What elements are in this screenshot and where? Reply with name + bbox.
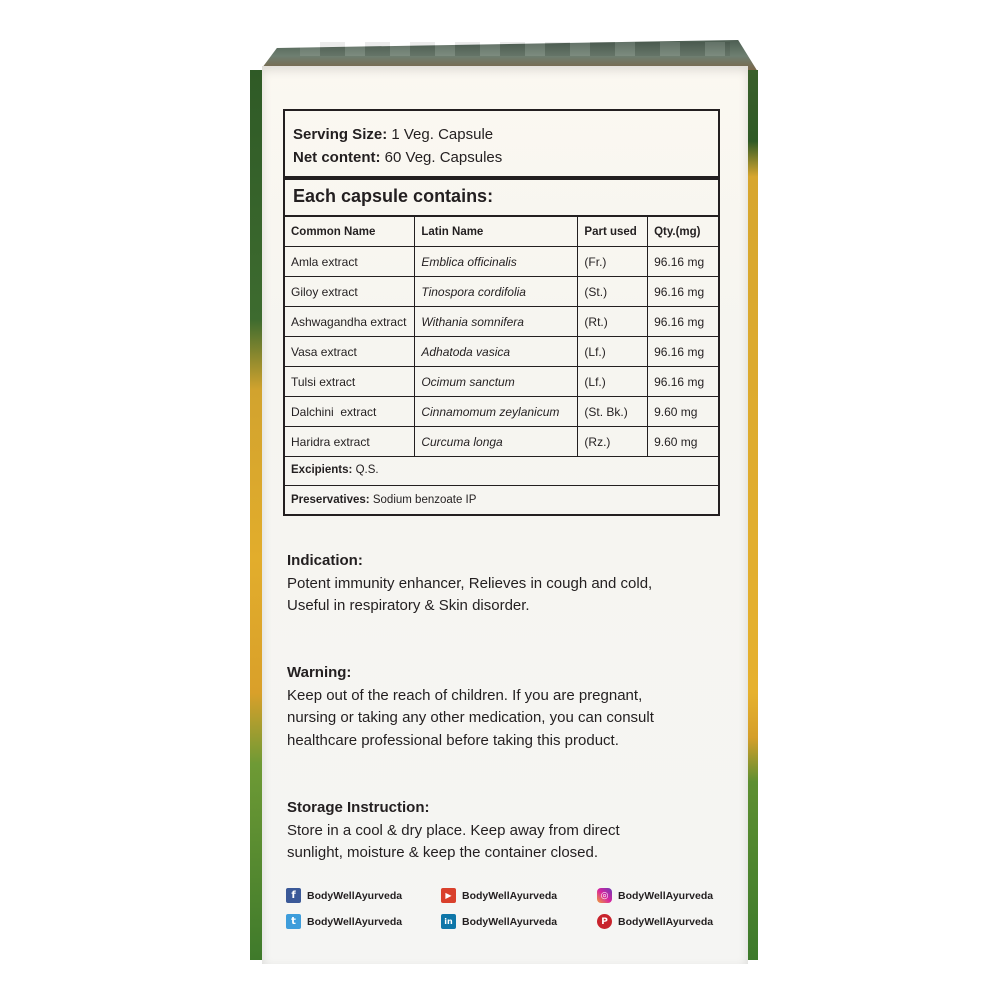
common-name-cell: Vasa extract (284, 337, 415, 367)
quantity-cell: 9.60 mg (648, 427, 719, 457)
social-pinterest (597, 914, 713, 929)
part-used-cell: (Rz.) (578, 427, 648, 457)
social-handle: BodyWellAyurveda (462, 889, 558, 902)
warning-line: Keep out of the reach of children. If you are pregnant, (287, 686, 643, 704)
common-name-cell: Ashwagandha extract (284, 307, 415, 337)
part-used-cell: (St. Bk.) (578, 397, 648, 427)
quantity-cell: 96.16 mg (648, 307, 719, 337)
net-content-line (293, 146, 710, 169)
common-name-cell: Giloy extract (284, 277, 415, 307)
common-name-cell: Amla extract (284, 247, 415, 277)
storage-section (287, 797, 727, 865)
excipients-row (283, 456, 720, 486)
column-header: Common Name (284, 217, 415, 247)
social-instagram (597, 888, 713, 903)
instagram-icon: ◎ (597, 888, 612, 903)
indication-section (287, 550, 727, 618)
social-youtube (441, 888, 557, 903)
latin-name-cell: Emblica officinalis (415, 247, 578, 277)
social-handle: BodyWellAyurveda (618, 915, 714, 928)
common-name-cell: Tulsi extract (284, 367, 415, 397)
social-handle: BodyWellAyurveda (307, 915, 403, 928)
indication-heading: Indication: (287, 552, 363, 569)
table-row (284, 247, 719, 277)
indication-line: Potent immunity enhancer, Relieves in cough and cold, (287, 574, 653, 592)
latin-name-cell: Tinospora cordifolia (415, 277, 578, 307)
social-facebook (286, 888, 402, 903)
social-handle: BodyWellAyurveda (618, 889, 714, 902)
youtube-icon: ▶ (441, 888, 456, 903)
column-header: Latin Name (415, 217, 578, 247)
quantity-cell: 96.16 mg (648, 247, 719, 277)
table-row (284, 367, 719, 397)
net-content-value: 60 Veg. Capsules (384, 149, 503, 166)
ingredients-table (283, 216, 720, 457)
latin-name-cell: Curcuma longa (415, 427, 578, 457)
column-header: Part used (578, 217, 648, 247)
warning-section (287, 662, 727, 752)
latin-name-cell: Withania somnifera (415, 307, 578, 337)
quantity-cell: 96.16 mg (648, 337, 719, 367)
table-header-row (284, 217, 719, 247)
latin-name-cell: Cinnamomum zeylanicum (415, 397, 578, 427)
storage-heading: Storage Instruction: (287, 799, 430, 816)
warning-line: nursing or taking any other medication, you can consult (287, 709, 654, 726)
part-used-cell: (Lf.) (578, 337, 648, 367)
serving-size-line (293, 123, 710, 146)
social-handle: BodyWellAyurveda (462, 915, 558, 928)
quantity-cell: 9.60 mg (648, 397, 719, 427)
table-row (284, 397, 719, 427)
quantity-cell: 96.16 mg (648, 277, 719, 307)
table-row (284, 307, 719, 337)
linkedin-icon: in (441, 914, 456, 929)
box-top-pattern (300, 42, 730, 56)
storage-line: Store in a cool & dry place. Keep away from direct (287, 821, 620, 839)
part-used-cell: (St.) (578, 277, 648, 307)
common-name-cell: Haridra extract (284, 427, 415, 457)
warning-heading: Warning: (287, 664, 352, 681)
column-header: Qty.(mg) (648, 217, 719, 247)
twitter-icon: t (286, 914, 301, 929)
social-twitter (286, 914, 402, 929)
table-row (284, 427, 719, 457)
excipients-label: Excipients: (291, 464, 353, 476)
preservatives-label: Preservatives: (291, 494, 370, 506)
preservatives-value: Sodium benzoate IP (372, 494, 477, 506)
table-row (284, 277, 719, 307)
quantity-cell: 96.16 mg (648, 367, 719, 397)
table-row (284, 337, 719, 367)
preservatives-row (283, 486, 720, 516)
facebook-icon: f (286, 888, 301, 903)
indication-line: Useful in respiratory & Skin disorder. (287, 597, 530, 614)
social-handle: BodyWellAyurveda (307, 889, 403, 902)
pinterest-icon: P (597, 914, 612, 929)
net-content-label: Net content: (293, 149, 381, 166)
contains-heading: Each capsule contains: (283, 180, 720, 216)
storage-line: sunlight, moisture & keep the container closed. (287, 844, 599, 861)
latin-name-cell: Adhatoda vasica (415, 337, 578, 367)
part-used-cell: (Lf.) (578, 367, 648, 397)
part-used-cell: (Rt.) (578, 307, 648, 337)
serving-size-label: Serving Size: (293, 126, 388, 143)
excipients-value: Q.S. (355, 464, 379, 476)
serving-info (283, 109, 720, 178)
latin-name-cell: Ocimum sanctum (415, 367, 578, 397)
common-name-cell: Dalchini extract (284, 397, 415, 427)
part-used-cell: (Fr.) (578, 247, 648, 277)
serving-size-value: 1 Veg. Capsule (391, 126, 494, 143)
social-linkedin (441, 914, 557, 929)
warning-line: healthcare professional before taking this product. (287, 731, 619, 749)
